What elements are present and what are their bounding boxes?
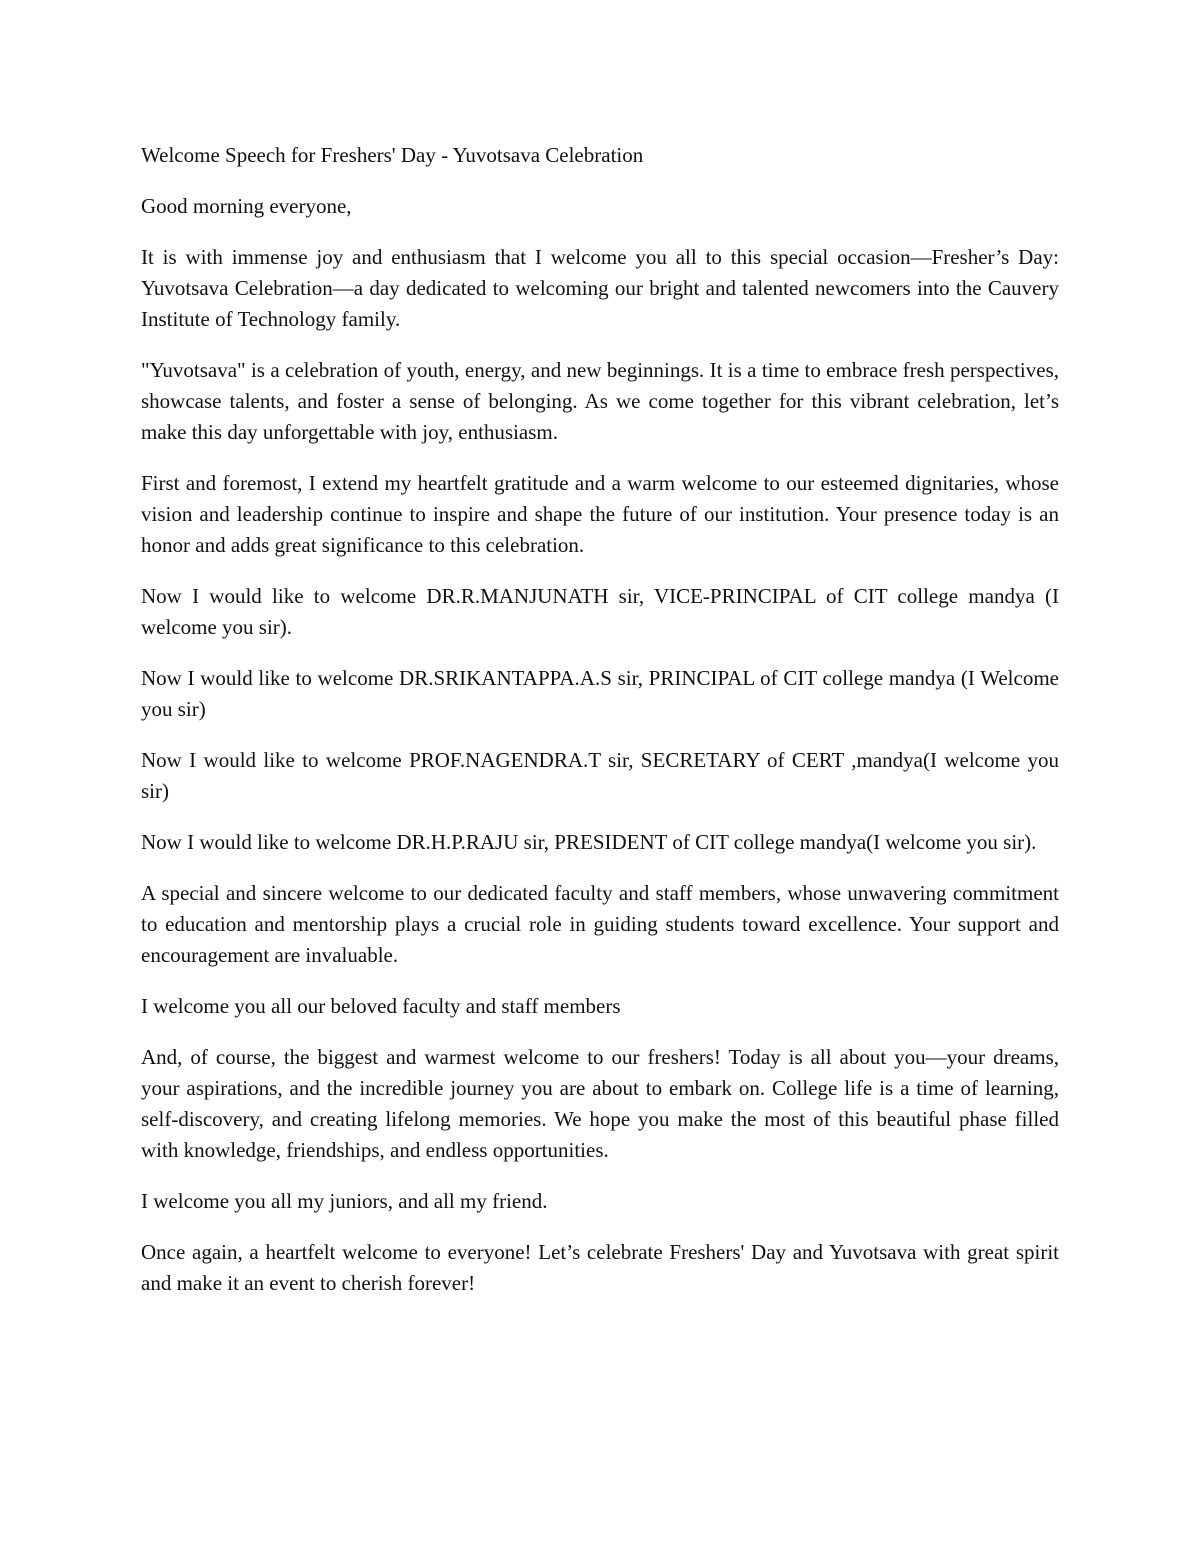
juniors-welcome-line: I welcome you all my juniors, and all my friend.	[141, 1189, 548, 1213]
principal-paragraph: Now I would like to welcome DR.SRIKANTAPPA.A.S sir, PRINCIPAL of CIT college mandya (I Welcome you sir)	[141, 666, 1059, 721]
dignitaries-paragraph: First and foremost, I extend my heartfelt gratitude and a warm welcome to our esteemed dignitaries, whose vision and leadership continue to inspire and shape the future of our institution. Your presence today is an honor and adds great significance to this celebration.	[141, 471, 1059, 557]
faculty-welcome-line: I welcome you all our beloved faculty and staff members	[141, 994, 621, 1018]
yuvotsava-paragraph: "Yuvotsava" is a celebration of youth, energy, and new beginnings. It is a time to embrace fresh perspectives, showcase talents, and foster a sense of belonging. As we come together for this vibrant celebration, let’s make this day unforgettable with joy, enthusiasm.	[141, 358, 1059, 444]
secretary-paragraph: Now I would like to welcome PROF.NAGENDRA.T sir, SECRETARY of CERT ,mandya(I welcome you sir)	[141, 748, 1059, 803]
faculty-paragraph: A special and sincere welcome to our dedicated faculty and staff members, whose unwavering commitment to education and mentorship plays a crucial role in guiding students toward excellence. Your support and encouragement are invaluable.	[141, 881, 1059, 967]
greeting-paragraph: Good morning everyone,	[141, 194, 352, 218]
document-page	[141, 140, 1059, 1319]
closing-paragraph: Once again, a heartfelt welcome to everyone! Let’s celebrate Freshers' Day and Yuvotsava with great spirit and make it an event to cherish forever!	[141, 1240, 1059, 1295]
welcome-paragraph: It is with immense joy and enthusiasm that I welcome you all to this special occasion—Fresher’s Day: Yuvotsava Celebration—a day dedicated to welcoming our bright and talented newcomers into the Cauvery Institute of Technology family.	[141, 245, 1059, 331]
vice-principal-paragraph: Now I would like to welcome DR.R.MANJUNATH sir, VICE-PRINCIPAL of CIT college mandya (I welcome you sir).	[141, 584, 1059, 639]
freshers-paragraph: And, of course, the biggest and warmest welcome to our freshers! Today is all about you—your dreams, your aspirations, and the incredible journey you are about to embark on. College life is a time of learning, self-discovery, and creating lifelong memories. We hope you make the most of this beautiful phase filled with knowledge, friendships, and endless opportunities.	[141, 1045, 1059, 1162]
president-paragraph: Now I would like to welcome DR.H.P.RAJU sir, PRESIDENT of CIT college mandya(I welcome you sir).	[141, 830, 1037, 854]
document-title: Welcome Speech for Freshers' Day - Yuvotsava Celebration	[141, 143, 644, 167]
